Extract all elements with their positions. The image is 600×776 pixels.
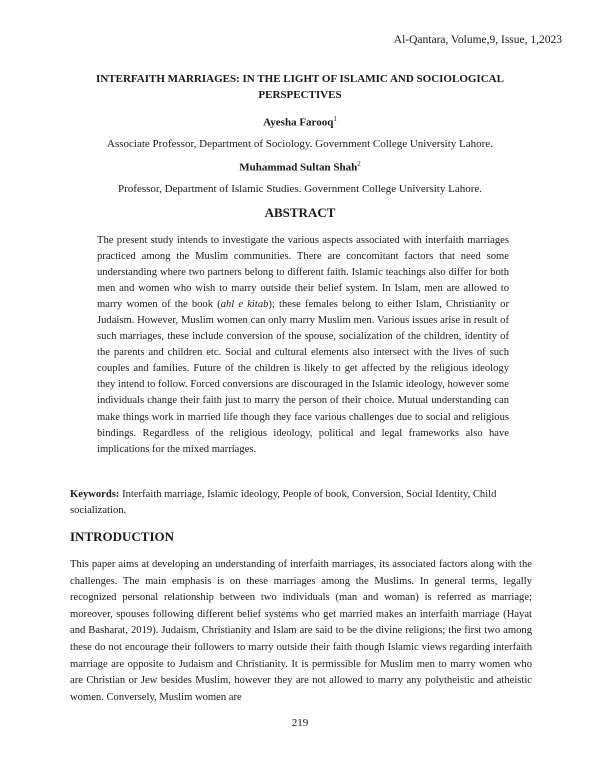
author-2-footnote-marker: 2: [357, 160, 361, 168]
abstract-text-part-2: ); these females belong to either Islam, Christianity or Judaism. However, Muslim women can only marry Muslim men. Various issues arise in result of such marriages, these include conversion of the spouse, socialization of the children, identity of the parents and children etc. Social and cultural elements also intersect with the lives of such couples and families. Future of the children is likely to get affected by the religious ideology they intend to follow. Forced conversions are discouraged in the Islamic ideology, however some individuals change their faith just to marry the person of their choice. Mutual understanding can make things work in married life though they face various challenges due to social and religious bindings. Regardless of the religious ideology, political and legal frameworks also have implications for the mixed marriages.: [97, 299, 509, 455]
author-name-1-text: Ayesha Farooq: [263, 116, 334, 129]
author-affiliation-2: Professor, Department of Islamic Studies. Government College University Lahore.: [118, 183, 482, 195]
author-affiliation-1: Associate Professor, Department of Sociology. Government College University Lahore.: [107, 138, 493, 150]
author-name-1: [0, 115, 600, 129]
article-title-line-2: PERSPECTIVES: [258, 89, 342, 101]
abstract-italic-term: ahl e kitab: [220, 299, 269, 311]
abstract-paragraph: [97, 233, 509, 458]
author-1-footnote-marker: 1: [333, 115, 337, 123]
article-title: [60, 71, 540, 103]
author-name-2-text: Muhammad Sultan Shah: [239, 161, 358, 174]
introduction-heading: INTRODUCTION: [70, 529, 175, 544]
abstract-heading: ABSTRACT: [264, 205, 336, 220]
abstract-text-part-1: The present study intends to investigate the various aspects associated with interfaith marriages practiced among the Muslim communities. There are concomitant factors that need some understanding where two partners belong to different faith. Islamic teachings also differ for both men and women who wish to marry outside their belief system. In Islam, men are allowed to marry women of the book (: [97, 235, 509, 311]
article-title-line-1: INTERFAITH MARRIAGES: IN THE LIGHT OF ISLAMIC AND SOCIOLOGICAL: [96, 73, 504, 85]
page-number: 219: [291, 717, 309, 729]
keywords-label: Keywords:: [70, 489, 120, 500]
keywords-line: [70, 487, 532, 519]
introduction-paragraph: This paper aims at developing an understanding of interfaith marriages, its associated factors along with the challenges. The main emphasis is on these marriages among the Muslims. In general terms, legally recognized personal relationship between two individuals (man and woman) is referred as marriage; moreover, spouses following different belief systems who get married makes an interfaith marriage (Hayat and Basharat, 2019). Judaism, Christianity and Islam are said to be the divine religions; the first two among these do not encourage their followers to marry outside their faith though Islamic views regarding interfaith marriage are opposite to Judaism and Christianity. It is permissible for Muslim men to marry women who are Christian or Jew besides Muslim, however they are not allowed to marry any polytheistic and atheistic women. Conversely, Muslim women are: [70, 559, 532, 703]
author-name-2: [0, 160, 600, 174]
keywords-text: Interfaith marriage, Islamic ideology, People of book, Conversion, Social Identity, Child socialization.: [70, 489, 497, 516]
running-head: Al-Qantara, Volume,9, Issue, 1,2023: [393, 34, 562, 46]
